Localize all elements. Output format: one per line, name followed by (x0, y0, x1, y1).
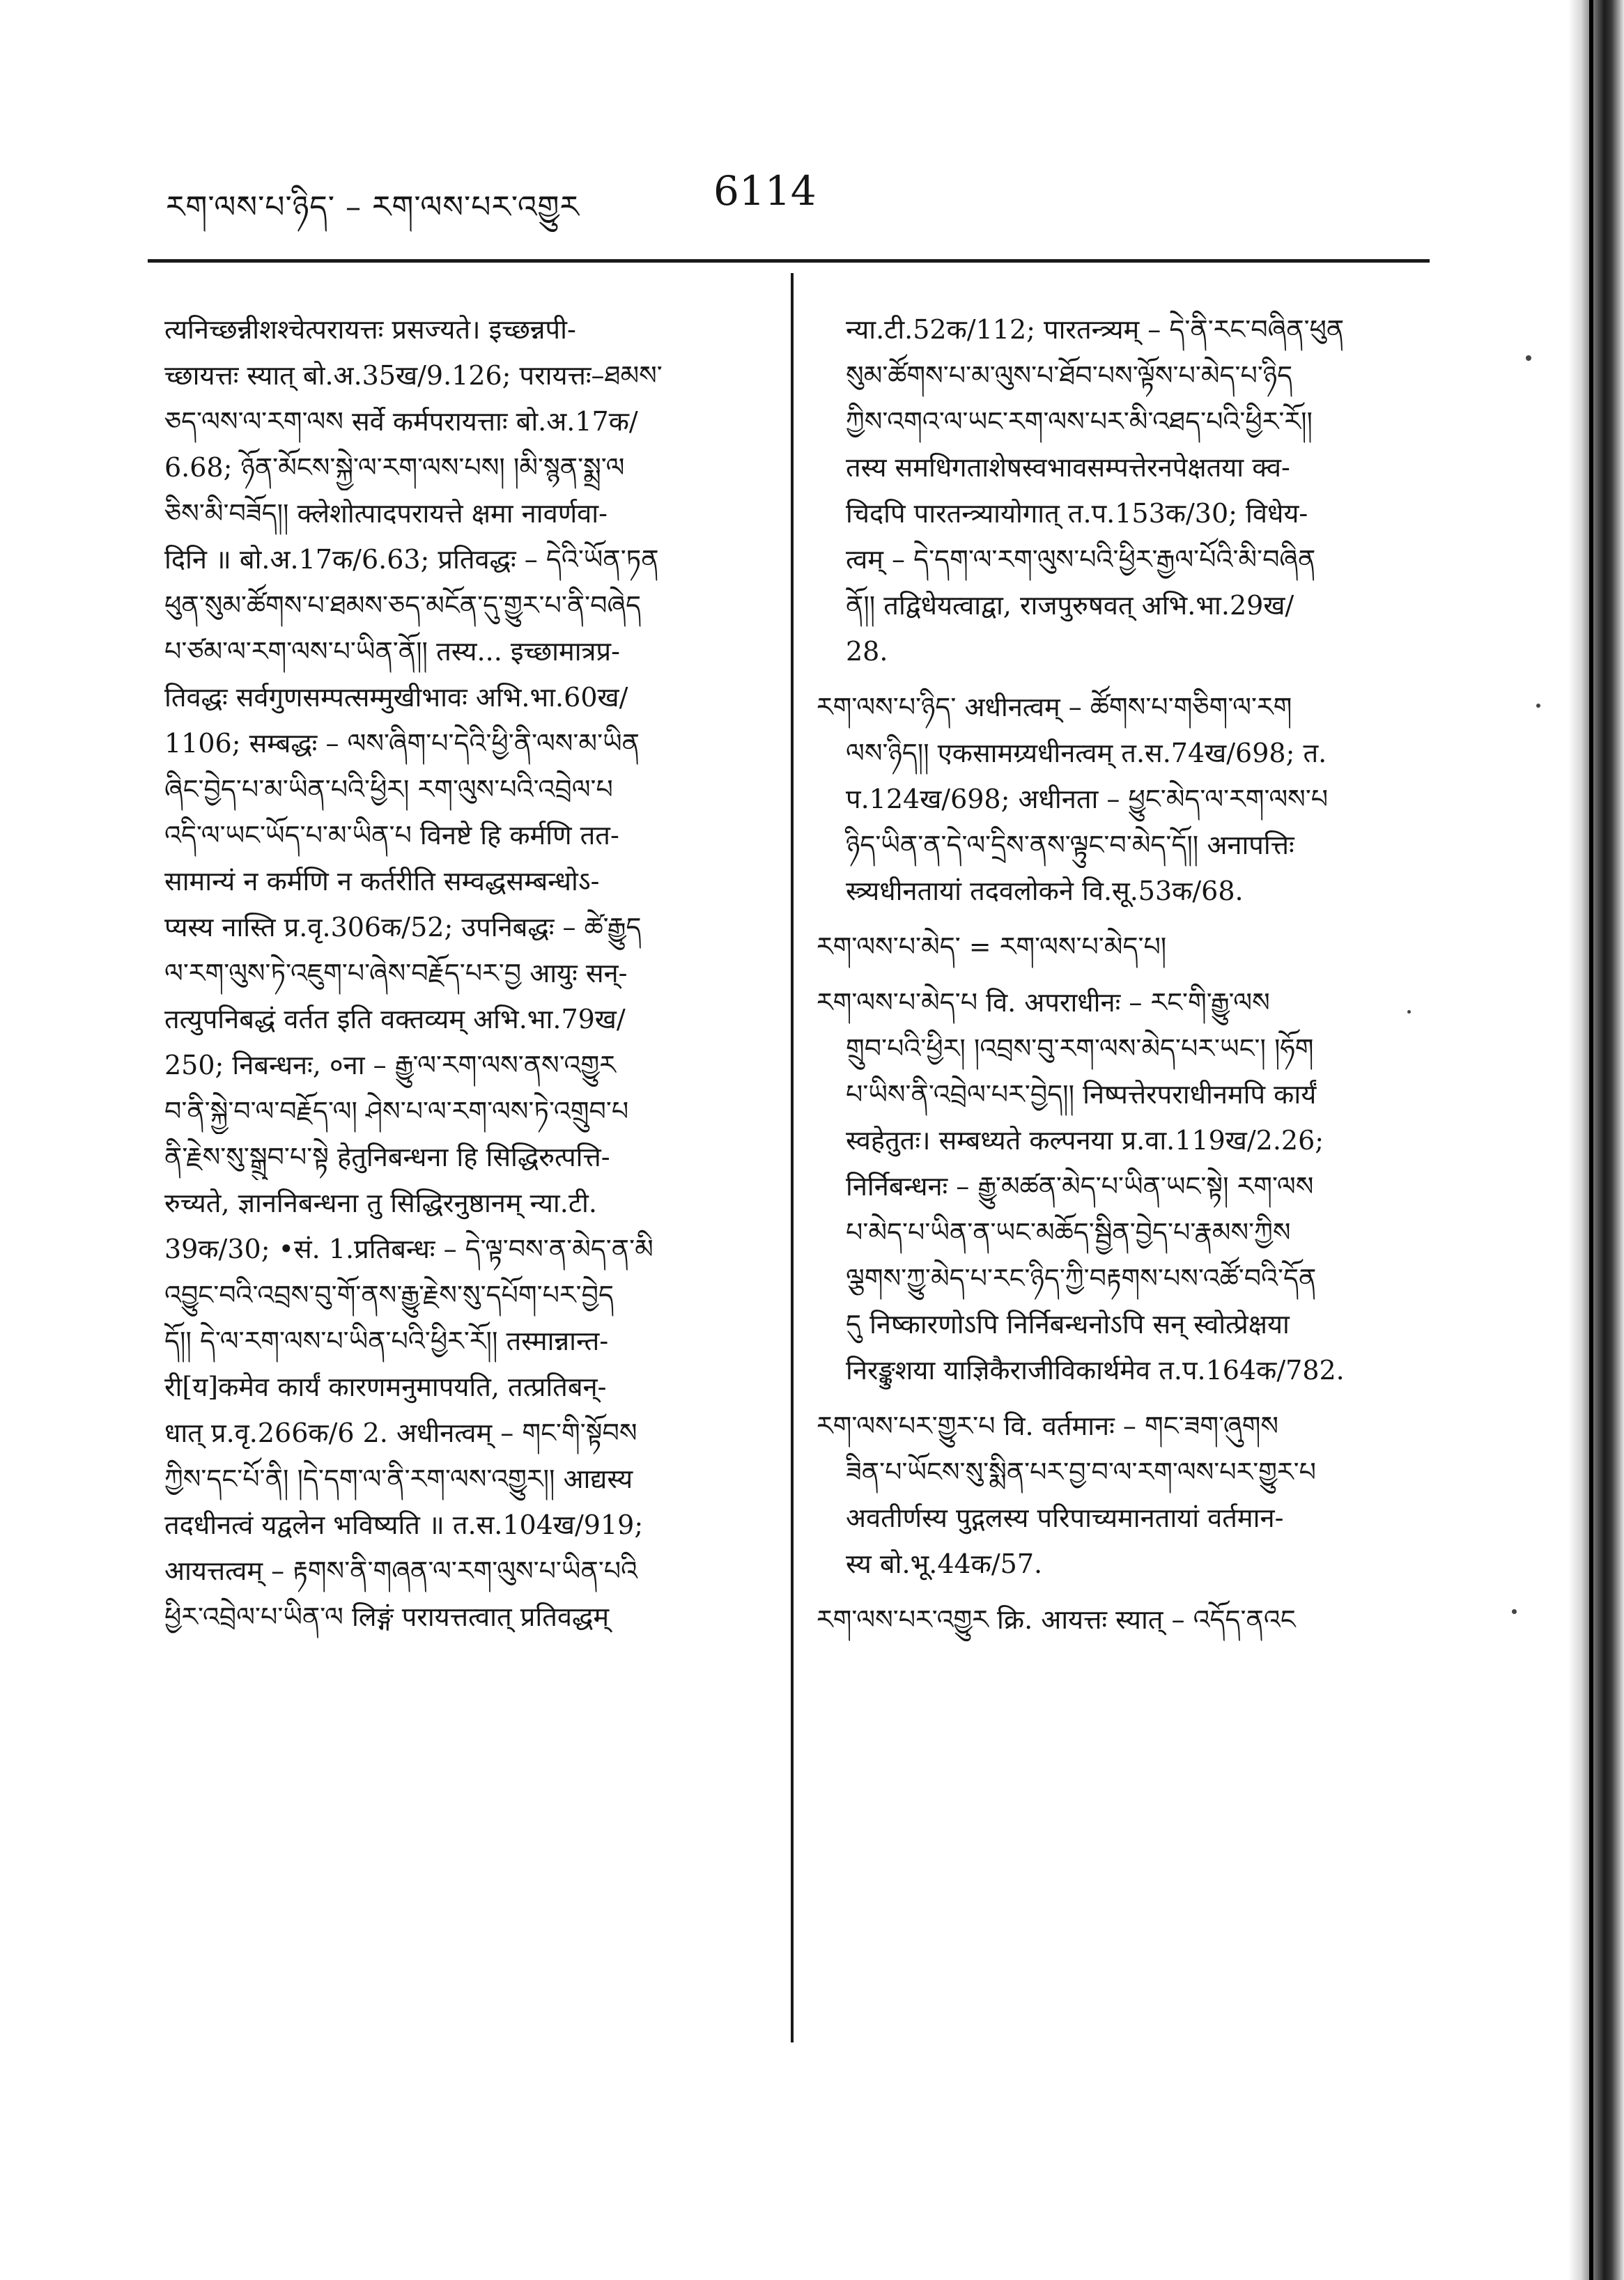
column-divider (791, 273, 794, 2042)
text-line: स्य बो.भू.44क/57. (846, 1549, 1043, 1579)
entry-headword-line: རག་ལས་པ་མེད་པ वि. अपराधीनः – རང་གི་རྒྱུ་ལས (817, 987, 1270, 1018)
text-line: སུམ་ཚོགས་པ་མ་ལུས་པ་ཐོབ་པས་ལྟོས་པ་མེད་པ་ཉིད (846, 360, 1293, 391)
scan-speck (1536, 704, 1540, 708)
text-line: सामान्यं न कर्मणि न कर्तरीति सम्वद्धसम्बन्धोऽ- (164, 866, 600, 897)
text-line: ཅད་ལས་ལ་རག་ལས सर्वे कर्मपरायत्ताः बो.अ.17क/ (164, 406, 638, 437)
right-column (817, 307, 1430, 1643)
text-line: ཟིན་པ་ཡོངས་སུ་སྨིན་པར་བྱ་བ་ལ་རག་ལས་པར་གྱུར་པ (846, 1457, 1316, 1487)
running-head: རག་ལས་པ་ཉིད་ – རག་ལས་པར་འགྱུར (166, 189, 580, 225)
scan-binding-line (1589, 0, 1593, 2280)
cross-reference-line: རག་ལས་པ་མེད་ = རག་ལས་པ་མེད་པ། (817, 931, 1167, 962)
scan-speck (1526, 355, 1531, 361)
text-line: ཕུན་སུམ་ཚོགས་པ་ཐམས་ཅད་མངོན་དུ་གྱུར་པ་ནི་བཞེད (164, 590, 642, 621)
text-line: ནི་རྗེས་སུ་སྒྲུབ་པ་སྟེ हेतुनिबन्धना हि सिद्धिरुत्पत्ति- (164, 1142, 610, 1172)
text-line: 6.68; ཉོན་མོངས་སྐྱེ་ལ་རག་ལས་པས། །མི་སྙན་སྨྲ་ལ (164, 452, 625, 483)
text-line: चिदपि पारतन्त्र्यायोगात् त.प.153क/30; विधेय- (846, 498, 1308, 529)
text-line: प.124ख/698; अधीनता – ཕྱུང་མེད་ལ་རག་ལས་པ (846, 784, 1329, 814)
text-line: रुच्यते, ज्ञाननिबन्धना तु सिद्धिरनुष्ठानम् न्या.टी. (164, 1188, 597, 1218)
text-line: དུ निष्कारणोऽपि निर्निबन्धनोऽपि सन् स्वोत्प्रेक्षया (846, 1309, 1290, 1340)
text-line: ནོ།། तद्विधेयत्वाद्वा, राजपुरुषवत् अभि.भा.29ख/ (846, 590, 1294, 621)
text-line: པ་ཡིས་ནི་འབྲེལ་པར་བྱེད།། निष्पत्तेरपराधीनमपि कार्यं (846, 1079, 1317, 1110)
scan-speck (1512, 1609, 1517, 1614)
text-line: འདི་ལ་ཡང་ཡོད་པ་མ་ཡིན་པ विनष्टे हि कर्मणि तत- (164, 820, 619, 851)
text-line: ལ་རག་ལུས་ཏེ་འཇུག་པ་ཞེས་བརྗོད་པར་བྱ आयुः सन्- (164, 958, 628, 988)
scan-binding-edge (1568, 0, 1624, 2280)
text-line: བ་ནི་སྐྱེ་བ་ལ་བརྗོད་ལ། ཤེས་པ་ལ་རག་ལས་ཏེ་འགྲུབ་པ (164, 1096, 629, 1126)
text-line: ལས་ཉིད།། एकसामग्र्यधीनत्वम् त.स.74ख/698; त. (846, 738, 1327, 768)
text-line: अवतीर्णस्य पुद्गलस्य परिपाच्यमानतायां वर्तमान- (846, 1503, 1284, 1533)
text-line: स्वहेतुतः। सम्बध्यते कल्पनया प्र.वा.119ख/2.26; (846, 1125, 1324, 1156)
entry-headword-line: རག་ལས་པ་ཉིད་ अधीनत्वम् – ཚོགས་པ་གཅིག་ལ་རག (817, 692, 1292, 722)
text-line: ཉིད་ཡིན་ན་དེ་ལ་དྲིས་ནས་ལྟུང་བ་མེད་དོ།། अनापत्तिः (846, 830, 1294, 860)
text-line: ཀྱིས་དང་པོ་ནི། །དེ་དག་ལ་ནི་རག་ལས་འགྱུར།། आद्यस्य (164, 1464, 633, 1494)
text-line: धात् प्र.वृ.266क/6 2. अधीनत्वम् – གང་གི་སྟོབས (164, 1418, 637, 1448)
text-line: तस्य समधिगताशेषस्वभावसम्पत्तेरनपेक्षतया क्व- (846, 452, 1290, 483)
scan-speck (1407, 1010, 1411, 1014)
text-line: स्त्र्यधीनतायां तदवलोकने वि.सू.53क/68. (846, 876, 1244, 906)
text-line: तिवद्धः सर्वगुणसम्पत्सम्मुखीभावः अभि.भा.60ख/ (164, 682, 628, 713)
text-line: निर्निबन्धनः – རྒྱུ་མཚན་མེད་པ་ཡིན་ཡང་སྟེ། རག་ལས (846, 1171, 1314, 1202)
entry-headword-line: རག་ལས་པར་འགྱུར क्रि. आयत्तः स्यात् – འདོད་ནའང (817, 1604, 1296, 1635)
text-line: त्यनिच्छन्नीशश्चेत्परायत्तः प्रसज्यते। इच्छन्नपी- (164, 314, 576, 345)
text-line: न्या.टी.52क/112; पारतन्त्र्यम् – དེ་ནི་རང་བཞིན་ཕུན (846, 314, 1345, 345)
text-line: གྲུབ་པའི་ཕྱིར། །འབྲས་བུ་རག་ལས་མེད་པར་ཡང་། །ཧོག (846, 1033, 1314, 1064)
text-line: निरङ्कुशया याज्ञिकैराजीविकार्थमेव त.प.164क/782. (846, 1355, 1345, 1386)
page-number: 6114 (713, 167, 817, 215)
text-line: ཕྱིར་འབྲེལ་པ་ཡིན་ལ लिङ्गं परायत्तत्वात् प्रतिवद्धम् (164, 1602, 610, 1632)
text-line: 39क/30; •सं. 1.प्रतिबन्धः – དེ་ལྟ་བས་ན་མེད་ན་མི (164, 1234, 654, 1264)
text-line: च्छायत्तः स्यात् बो.अ.35ख/9.126; परायत्तः–ཐམས་ (164, 360, 663, 391)
header-rule (148, 259, 1430, 263)
text-line: 250; निबन्धनः, ०ना – རྒྱུ་ལ་རག་ལས་ནས་འགྱུར (164, 1050, 616, 1080)
text-line: པ་ཙམ་ལ་རག་ལས་པ་ཡིན་ནོ།། तस्य... इच्छामात्रप्र- (164, 636, 620, 667)
entry-headword-line: རག་ལས་པར་གྱུར་པ वि. वर्तमानः – གང་ཟག་ཞུགས (817, 1411, 1279, 1441)
text-line: री[य]कमेव कार्यं कारणमनुमापयति, तत्प्रतिबन्- (164, 1372, 607, 1402)
text-line: པ་མེད་པ་ཡིན་ན་ཡང་མཆོད་སྦྱིན་བྱེད་པ་རྣམས་ཀྱིས (846, 1217, 1291, 1248)
left-column (164, 307, 771, 1640)
text-line: प्यस्य नास्ति प्र.वृ.306क/52; उपनिबद्धः – ཚེ་རྒྱུད (164, 912, 642, 943)
text-line: आयत्तत्वम् – རྟགས་ནི་གཞན་ལ་རག་ལུས་པ་ཡིན་པའི (164, 1556, 638, 1586)
text-line: དོ།། དེ་ལ་རག་ལས་པ་ཡིན་པའི་ཕྱིར་རོ།། तस्मान्नान्त- (164, 1326, 609, 1356)
text-line: ཞིང་བྱེད་པ་མ་ཡིན་པའི་ཕྱིར། རག་ལུས་པའི་འབྲེལ་པ (164, 774, 613, 805)
text-line: तत्युपनिबद्धं वर्तत इति वक्तव्यम् अभि.भा.79ख/ (164, 1004, 626, 1034)
text-line: ལྕགས་ཀྱུ་མེད་པ་རང་ཉིད་ཀྱི་བརྟགས་པས་འཚོ་བའི་དོན (846, 1263, 1317, 1294)
text-line: ཅིས་མི་བཟོད།། क्लेशोत्पादपरायत्ते क्षमा नावर्णवा- (164, 498, 608, 529)
text-line: त्वम् – དེ་དག་ལ་རག་ལུས་པའི་ཕྱིར་རྒྱལ་པོའི་མི་བཞིན (846, 544, 1316, 575)
text-line: ཀྱིས་འགའ་ལ་ཡང་རག་ལས་པར་མི་འཐད་པའི་ཕྱིར་རོ།། (846, 406, 1313, 437)
text-line: दिनि ॥ बो.अ.17क/6.63; प्रतिवद्धः – དེའི་ཡོན་ཏན (164, 544, 659, 575)
text-line: འབྱུང་བའི་འབྲས་བུ་གོ་ནས་རྒྱུ་རྗེས་སུ་དཔོག་པར་བྱེད (164, 1280, 614, 1310)
text-line: तदधीनत्वं यद्वलेन भविष्यति ॥ त.स.104ख/919; (164, 1510, 644, 1540)
text-line: 28. (846, 636, 888, 667)
text-line: 1106; सम्बद्धः – ལས་ཞིག་པ་དེའི་ཕྱི་ནི་ལས་མ་ཡིན (164, 728, 640, 759)
